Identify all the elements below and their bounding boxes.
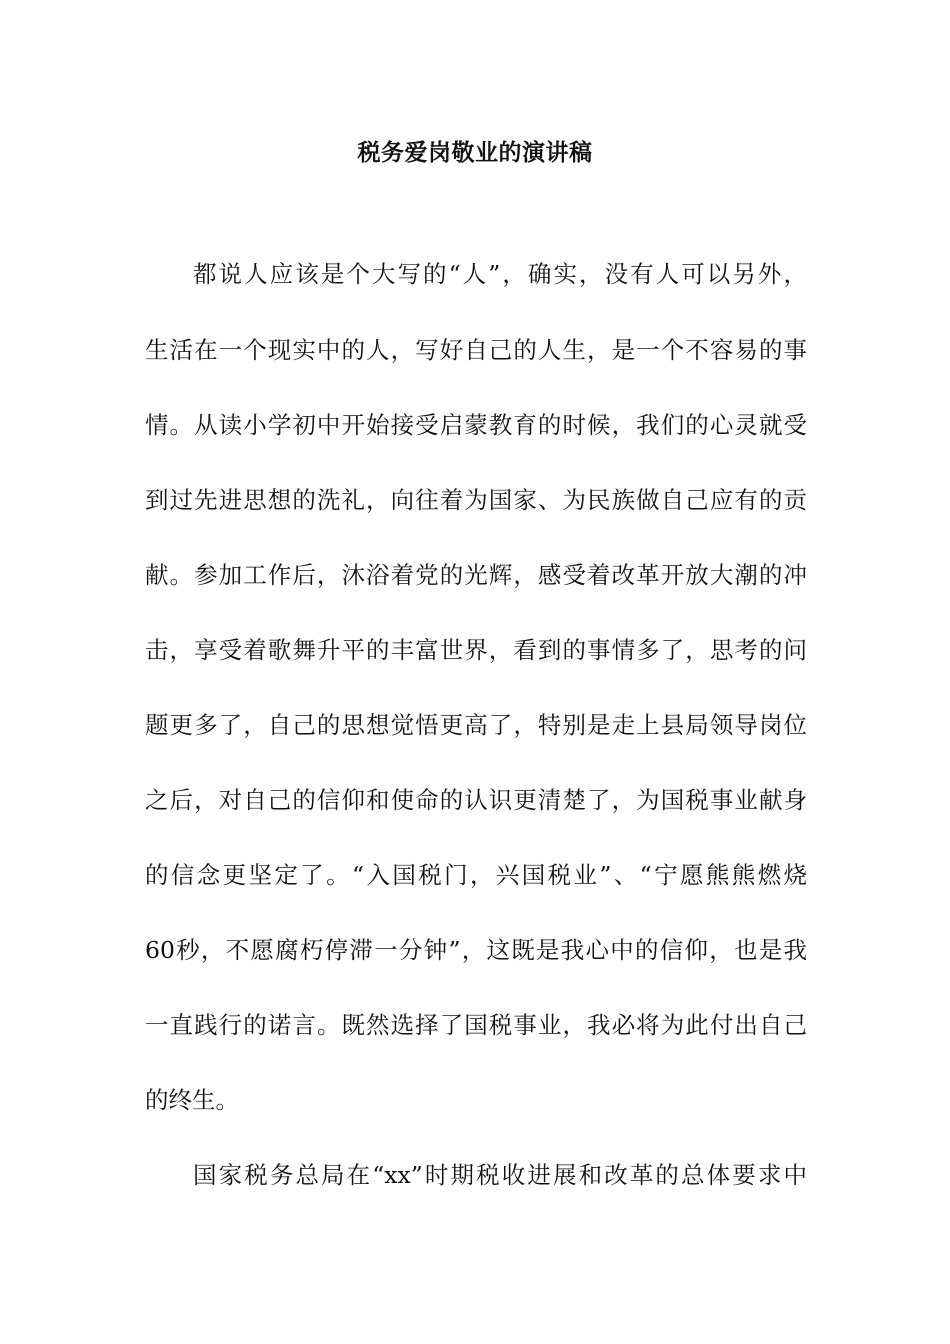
paragraph-2-line-1: 国家税务总局在“xx”时期税收进展和改革的总体要求中 bbox=[193, 1161, 807, 1189]
paragraph-1-line-10: 60秒，不愿腐朽停滞一分钟”，这既是我心中的信仰，也是我 bbox=[145, 936, 807, 964]
paragraph-1-line-12: 的终生。 bbox=[145, 1086, 239, 1114]
paragraph-1-line-4: 到过先进思想的洗礼，向往着为国家、为民族做自己应有的贡 bbox=[145, 486, 807, 514]
paragraph-1-line-2: 生活在一个现实中的人，写好自己的人生，是一个不容易的事 bbox=[145, 336, 807, 364]
paragraph-1-line-3: 情。从读小学初中开始接受启蒙教育的时候，我们的心灵就受 bbox=[145, 411, 807, 439]
paragraph-1-line-5: 献。参加工作后，沐浴着党的光辉，感受着改革开放大潮的冲 bbox=[145, 561, 807, 589]
paragraph-1-line-7: 题更多了，自己的思想觉悟更高了，特别是走上县局领导岗位 bbox=[145, 711, 807, 739]
paragraph-1-line-8: 之后，对自己的信仰和使命的认识更清楚了，为国税事业献身 bbox=[145, 786, 807, 814]
paragraph-1-line-11: 一直践行的诺言。既然选择了国税事业，我必将为此付出自己 bbox=[145, 1011, 807, 1039]
paragraph-1-line-9: 的信念更坚定了。“入国税门，兴国税业”、“宁愿熊熊燃烧 bbox=[145, 861, 807, 889]
document-title: 税务爱岗敬业的演讲稿 bbox=[357, 139, 593, 166]
paragraph-1-line-1: 都说人应该是个大写的“人”，确实，没有人可以另外， bbox=[193, 260, 807, 288]
paragraph-1-line-6: 击，享受着歌舞升平的丰富世界，看到的事情多了，思考的问 bbox=[145, 636, 807, 664]
